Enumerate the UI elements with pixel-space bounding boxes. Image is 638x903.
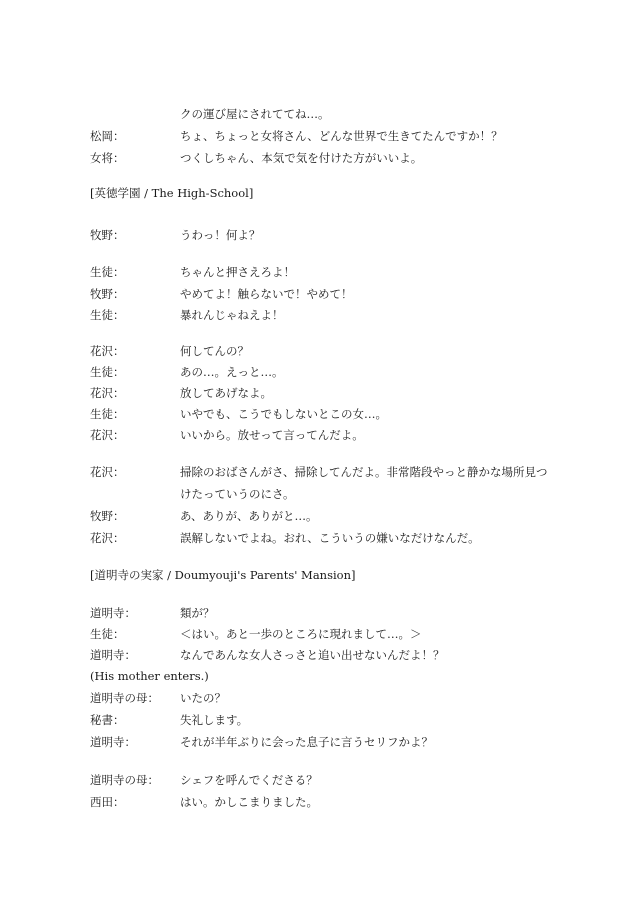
dialogue-text: あの…。えっと…。: [180, 365, 284, 379]
dialogue-text: つくしちゃん、本気で気を付けた方がいいよ。: [180, 151, 423, 165]
scene-heading: [90, 565, 590, 585]
dialogue-text: 放してあげなよ。: [180, 386, 272, 400]
dialogue-line: [90, 506, 590, 526]
dialogue-line: [90, 484, 590, 504]
dialogue-text: うわっ！何よ？: [180, 228, 261, 242]
speaker-name: 道明寺：: [90, 606, 136, 620]
dialogue-line: [90, 710, 590, 730]
dialogue-text: クの運び屋にされててね…。: [180, 107, 330, 121]
dialogue-text: いたの？: [180, 691, 226, 705]
dialogue-line: [90, 528, 590, 548]
dialogue-line: [90, 688, 590, 708]
dialogue-text: けたっていうのにさ。: [180, 487, 295, 501]
dialogue-text: あ、ありが、ありがと…。: [180, 509, 318, 523]
dialogue-line: [90, 770, 590, 790]
dialogue-text: 誤解しないでよね。おれ、こういうの嫌いなだけなんだ。: [180, 531, 480, 545]
dialogue-line: [90, 645, 590, 665]
dialogue-line: [90, 624, 590, 644]
stage-direction-text: (His mother enters.): [90, 669, 209, 683]
speaker-name: 生徒：: [90, 627, 125, 641]
speaker-name: 道明寺：: [90, 735, 136, 749]
dialogue-text: それが半年ぶりに会った息子に言うセリフかよ？: [180, 735, 433, 749]
speaker-name: 牧野：: [90, 509, 125, 523]
dialogue-line: [90, 104, 590, 124]
dialogue-text: 類が？: [180, 606, 215, 620]
dialogue-line: [90, 341, 590, 361]
speaker-name: 生徒：: [90, 365, 125, 379]
speaker-name: 花沢：: [90, 428, 125, 442]
dialogue-line: [90, 284, 590, 304]
dialogue-text: 何してんの？: [180, 344, 249, 358]
dialogue-line: [90, 792, 590, 812]
dialogue-text: なんであんな女人さっさと追い出せないんだよ！？: [180, 648, 445, 662]
scene-heading-text: [道明寺の実家 / Doumyouji's Parents' Mansion]: [90, 568, 356, 582]
dialogue-text: シェフを呼んでくださる？: [180, 773, 318, 787]
dialogue-text: いいから。放せって言ってんだよ。: [180, 428, 364, 442]
speaker-name: 生徒：: [90, 308, 125, 322]
scene-heading: [90, 183, 590, 203]
speaker-name: 道明寺：: [90, 648, 136, 662]
dialogue-line: [90, 148, 590, 168]
speaker-name: 女将：: [90, 151, 125, 165]
dialogue-line: [90, 305, 590, 325]
speaker-name: 牧野：: [90, 287, 125, 301]
dialogue-line: [90, 383, 590, 403]
dialogue-line: [90, 603, 590, 623]
dialogue-text: ＜はい。あと一歩のところに現れまして…。＞: [180, 627, 422, 641]
dialogue-line: [90, 462, 590, 482]
speaker-name: 松岡：: [90, 129, 125, 143]
dialogue-text: 暴れんじゃねえよ！: [180, 308, 284, 322]
speaker-name: 道明寺の母：: [90, 691, 159, 705]
dialogue-line: [90, 262, 590, 282]
speaker-name: 西田：: [90, 795, 125, 809]
speaker-name: 生徒：: [90, 265, 125, 279]
stage-direction: [90, 666, 590, 686]
speaker-name: 生徒：: [90, 407, 125, 421]
speaker-name: 牧野：: [90, 228, 125, 242]
dialogue-line: [90, 126, 590, 146]
dialogue-text: ちょ、ちょっと女将さん、どんな世界で生きてたんですか！？: [180, 129, 503, 143]
dialogue-line: [90, 362, 590, 382]
dialogue-line: [90, 425, 590, 445]
speaker-name: 花沢：: [90, 465, 125, 479]
dialogue-line: [90, 732, 590, 752]
dialogue-line: [90, 225, 590, 245]
dialogue-line: [90, 404, 590, 424]
dialogue-text: 掃除のおばさんがさ、掃除してんだよ。非常階段やっと静かな場所見つ: [180, 465, 548, 479]
speaker-name: 花沢：: [90, 531, 125, 545]
speaker-name: 花沢：: [90, 344, 125, 358]
speaker-name: 秘書：: [90, 713, 125, 727]
dialogue-text: いやでも、こうでもしないとこの女…。: [180, 407, 387, 421]
dialogue-text: 失礼します。: [180, 713, 249, 727]
scene-heading-text: [英徳学園 / The High-School]: [90, 186, 254, 200]
speaker-name: 花沢：: [90, 386, 125, 400]
dialogue-text: はい。かしこまりました。: [180, 795, 318, 809]
dialogue-text: ちゃんと押さえろよ！: [180, 265, 295, 279]
speaker-name: 道明寺の母：: [90, 773, 159, 787]
dialogue-text: やめてよ！触らないで！やめて！: [180, 287, 353, 301]
